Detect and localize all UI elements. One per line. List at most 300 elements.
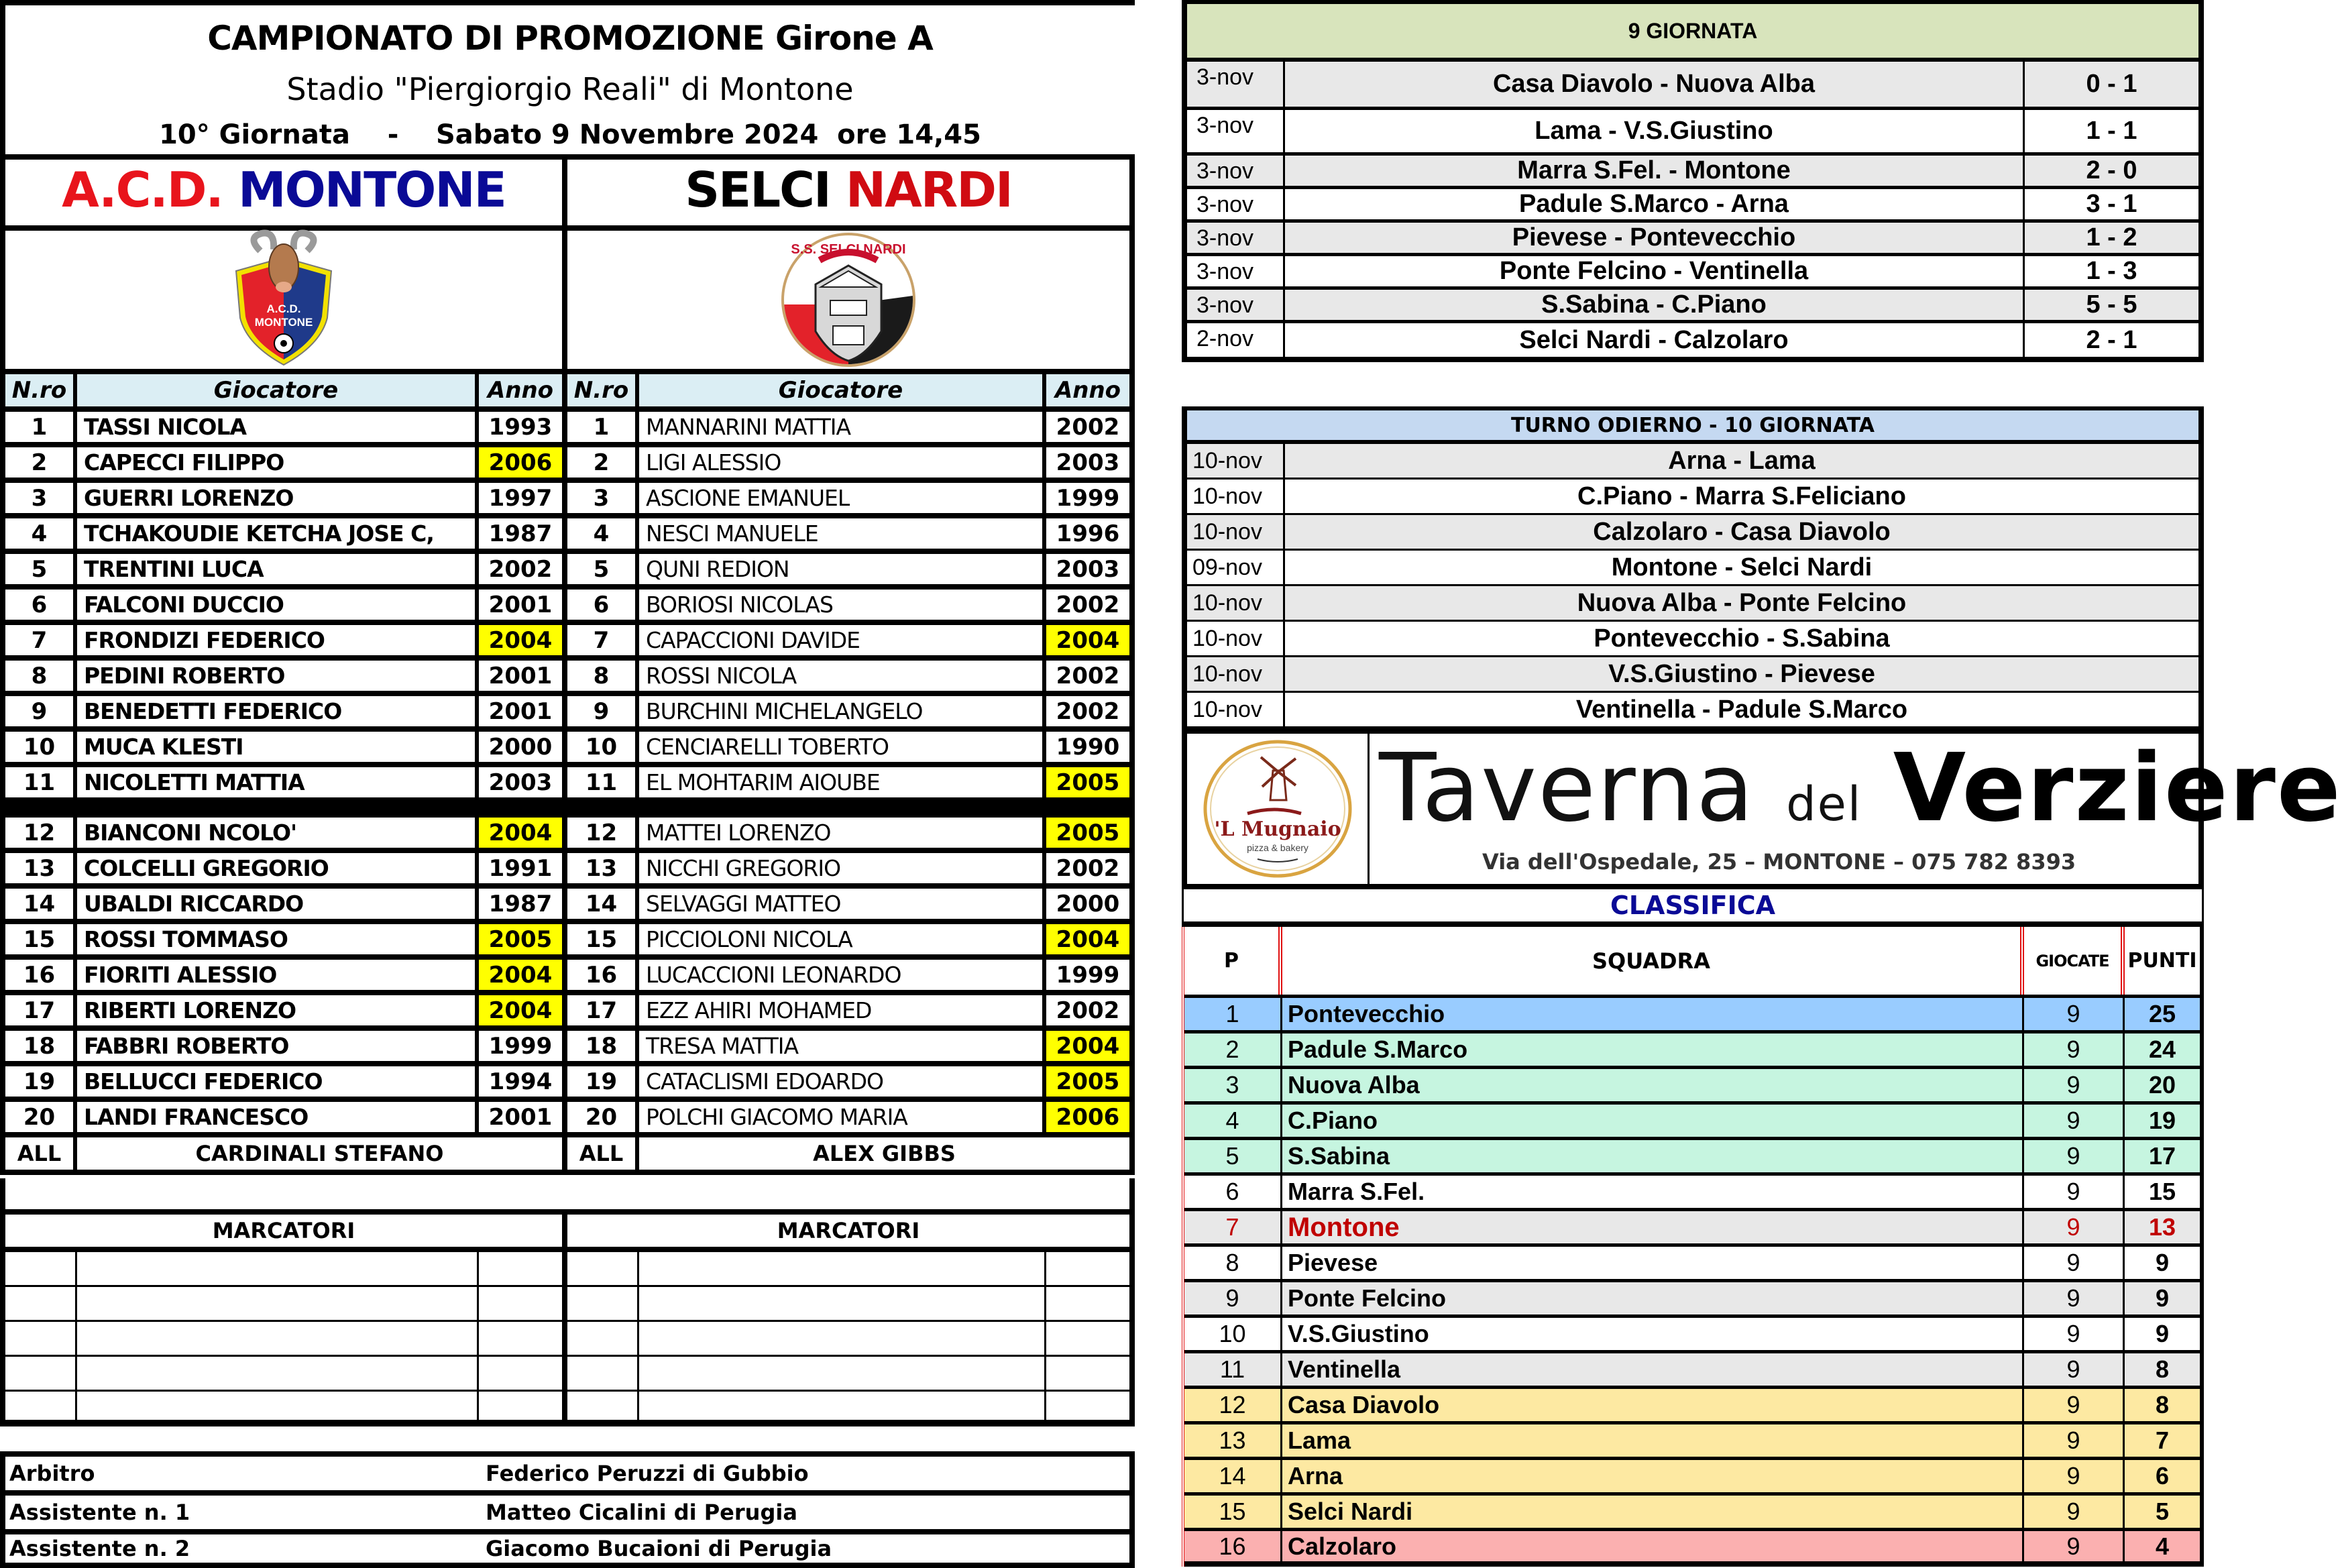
player-number: 5 [567,554,639,584]
games-played: 9 [2024,1353,2125,1386]
player-birth-year: 2001 [488,591,553,618]
player-number: 7 [5,625,77,655]
team-name: Nuova Alba [1282,1069,2024,1101]
previous-round-title: 9 GIORNATA [1187,4,2198,62]
home-team-main: MONTONE [237,162,506,218]
player-number: 9 [567,696,639,726]
match-score: 0 - 1 [2023,62,2198,107]
home-lineup [0,154,567,1175]
scorer-row[interactable] [567,1252,1135,1287]
player-row[interactable] [567,447,1135,483]
player-birth-year: 1987 [488,520,553,547]
sponsor-name-part1: Taverna [1379,734,1755,843]
col-player: Giocatore [639,374,1046,406]
standings-row[interactable] [1184,1069,2200,1105]
mugnaio-windmill-logo-icon [1201,738,1355,879]
player-name: FIORITI ALESSIO [77,960,479,990]
player-row[interactable] [567,853,1135,889]
games-played: 9 [2024,1460,2125,1492]
games-played: 9 [2024,1211,2125,1243]
player-row[interactable] [567,696,1135,732]
team-name: Arna [1282,1460,2024,1492]
standings-row[interactable] [1184,1176,2200,1211]
match-date-time: 10° Giornata - Sabato 9 Novembre 2024 ore 14,45 [159,119,981,150]
games-played: 9 [2024,1318,2125,1350]
team-position: 14 [1184,1460,1282,1492]
team-points: 9 [2155,1249,2170,1276]
player-number: 20 [567,1102,639,1132]
match-teams: Marra S.Fel. - Montone [1517,156,1791,184]
sponsor-name-part2: del [1786,777,1862,832]
player-number: 10 [5,732,77,762]
scorer-row[interactable] [567,1357,1135,1392]
match-date: 3-nov [1187,110,1285,152]
team-position: 16 [1184,1531,1282,1561]
player-birth-year: 2002 [1056,413,1120,441]
player-birth-year: 2001 [488,1103,553,1131]
player-row[interactable] [567,889,1135,924]
match-score: 1 - 2 [2023,223,2198,253]
standings-row[interactable] [1184,1424,2200,1460]
league-panel [1182,0,2342,1568]
player-number: 10 [567,732,639,762]
standings-row[interactable] [1184,1033,2200,1069]
player-number: 3 [5,483,77,513]
player-row[interactable] [0,995,567,1031]
player-birth-year: 2004 [1046,1031,1129,1061]
player-birth-year: 1993 [488,413,553,441]
match-date: 10-nov [1187,693,1285,726]
official-role: Arbitro [9,1461,95,1486]
player-birth-year: 2001 [488,662,553,689]
home-team-name [0,154,567,231]
games-played: 9 [2024,1176,2125,1208]
player-name: QUNI REDION [639,554,1046,584]
match-score: 2 - 1 [2023,323,2198,357]
player-number: 1 [5,412,77,442]
match-date: 2-nov [1187,323,1285,357]
team-position: 11 [1184,1353,1282,1386]
fixture-row[interactable] [1187,657,2198,693]
player-name: BENEDETTI FEDERICO [77,696,479,726]
player-number: 1 [567,412,639,442]
match-date: 10-nov [1187,657,1285,691]
games-played: 9 [2024,998,2125,1030]
scorer-row[interactable] [0,1357,567,1392]
player-birth-year: 1990 [1056,733,1120,761]
official-row [0,1451,1135,1490]
player-row[interactable] [567,412,1135,447]
team-name: Lama [1282,1424,2024,1457]
standings-row[interactable] [1184,1211,2200,1247]
scorer-row[interactable] [567,1322,1135,1357]
match-sheet-panel [0,0,1135,1568]
home-team-prefix: A.C.D. [62,162,223,218]
player-number: 2 [5,447,77,478]
standings-row[interactable] [1184,1460,2200,1496]
scorer-row[interactable] [567,1392,1135,1426]
standings-title: CLASSIFICA [1182,889,2204,927]
home-coach-row [0,1137,567,1175]
standings-row[interactable] [1184,1353,2200,1389]
player-name: TRESA MATTIA [639,1031,1046,1061]
match-teams: Selci Nardi - Calzolaro [1519,325,1789,354]
crest-text-line1: A.C.D. [266,302,301,315]
team-position: 12 [1184,1389,1282,1421]
scorer-row[interactable] [0,1322,567,1357]
player-number: 16 [567,960,639,990]
sponsor-logo-tagline: pizza & bakery [1246,842,1308,853]
player-row[interactable] [0,818,567,853]
col-num: N.ro [5,374,77,406]
scorer-row[interactable] [567,1287,1135,1322]
match-score: 1 - 1 [2023,110,2198,152]
player-birth-year: 2002 [1056,591,1120,618]
crest-text: S.S. SELCI NARDI [791,242,906,257]
match-teams: Pievese - Pontevecchio [1512,223,1796,251]
standings-row[interactable] [1184,1318,2200,1353]
player-number: 4 [5,518,77,549]
away-team-name [567,154,1135,231]
team-position: 9 [1184,1282,1282,1314]
home-coach-name: CARDINALI STEFANO [195,1141,444,1166]
player-row[interactable] [567,518,1135,554]
fixture-row[interactable] [1187,586,2198,622]
games-played: 9 [2024,1247,2125,1279]
player-number: 3 [567,483,639,513]
team-position: 2 [1184,1033,1282,1066]
player-row[interactable] [0,924,567,960]
fixture-row[interactable] [1187,551,2198,586]
team-points: 19 [2148,1107,2176,1134]
team-points: 17 [2148,1142,2176,1170]
standings-row[interactable] [1184,1105,2200,1140]
player-number: 4 [567,518,639,549]
player-row[interactable] [0,889,567,924]
match-date: 09-nov [1187,551,1285,584]
team-points: 5 [2155,1498,2170,1525]
match-teams: Arna - Lama [1668,446,1816,475]
player-name: CATACLISMI EDOARDO [639,1066,1046,1097]
player-birth-year: 2003 [488,769,553,796]
stadium-name: Stadio "Piergiorgio Reali" di Montone [286,71,854,107]
player-row[interactable] [0,554,567,590]
match-teams: Nuova Alba - Ponte Felcino [1577,588,1907,617]
away-starters [567,412,1135,803]
player-birth-year: 2004 [479,818,562,848]
player-row[interactable] [567,1031,1135,1066]
official-row [0,1529,1135,1568]
scorer-row[interactable] [0,1287,567,1322]
player-number: 17 [5,995,77,1025]
match-date: 3-nov [1187,189,1285,219]
team-points: 9 [2155,1320,2170,1347]
games-played: 9 [2024,1105,2125,1137]
team-position: 1 [1184,998,1282,1030]
player-name: NESCI MANUELE [639,518,1046,549]
player-birth-year: 2002 [1056,662,1120,689]
player-row[interactable] [0,767,567,803]
player-birth-year: 1994 [488,1068,553,1095]
player-row[interactable] [0,590,567,625]
team-points: 13 [2148,1213,2176,1241]
player-row[interactable] [567,767,1135,803]
crest-text-line2: MONTONE [254,316,313,329]
games-played: 9 [2024,1033,2125,1066]
player-row[interactable] [0,483,567,518]
match-score: 2 - 0 [2023,156,2198,186]
player-birth-year: 2002 [1056,997,1120,1024]
sponsor-name [1379,734,2342,843]
match-date: 10-nov [1187,515,1285,549]
team-name: Selci Nardi [1282,1496,2024,1528]
games-played: 9 [2024,1069,2125,1101]
team-name: S.Sabina [1282,1140,2024,1172]
player-row[interactable] [0,447,567,483]
standings-row[interactable] [1184,1496,2200,1531]
player-row[interactable] [567,554,1135,590]
official-name: Giacomo Bucaioni di Perugia [486,1536,832,1561]
fixture-row[interactable] [1187,480,2198,515]
standings [1182,889,2204,1567]
team-points: 8 [2155,1391,2170,1418]
player-row[interactable] [567,818,1135,853]
starters-subs-divider [567,803,1135,818]
player-birth-year: 2003 [1056,449,1120,476]
col-year: Anno [1054,377,1121,404]
player-row[interactable] [0,625,567,661]
player-row[interactable] [0,960,567,995]
player-row[interactable] [567,1102,1135,1137]
scorer-row[interactable] [0,1392,567,1426]
away-columns-header [567,374,1135,412]
player-row[interactable] [0,661,567,696]
standings-row[interactable] [1184,1389,2200,1424]
match-teams: Montone - Selci Nardi [1611,553,1873,581]
player-birth-year: 2005 [1046,818,1129,848]
team-name: Casa Diavolo [1282,1389,2024,1421]
player-name: RIBERTI LORENZO [77,995,479,1025]
games-played: 9 [2024,1389,2125,1421]
match-teams: C.Piano - Marra S.Feliciano [1577,482,1906,510]
player-birth-year: 2004 [479,995,562,1025]
coach-label: ALL [567,1137,639,1170]
player-number: 8 [5,661,77,691]
result-row[interactable] [1187,189,2198,223]
team-points: 24 [2148,1035,2176,1063]
games-played: 9 [2024,1496,2125,1528]
player-name: TCHAKOUDIE KETCHA JOSE C, [77,518,479,549]
player-number: 6 [567,590,639,620]
result-row[interactable] [1187,323,2198,357]
player-number: 19 [5,1066,77,1097]
player-row[interactable] [567,590,1135,625]
player-birth-year: 2005 [1046,767,1129,797]
team-name: Marra S.Fel. [1282,1176,2024,1208]
player-row[interactable] [0,518,567,554]
player-row[interactable] [0,853,567,889]
player-number: 13 [5,853,77,883]
col-team: SQUADRA [1282,927,2024,995]
home-scorers-header: MARCATORI [0,1215,567,1252]
standings-row[interactable] [1184,998,2200,1033]
player-name: GUERRI LORENZO [77,483,479,513]
fixture-row[interactable] [1187,693,2198,728]
away-team-main: NARDI [845,162,1012,218]
player-row[interactable] [567,960,1135,995]
player-birth-year: 2006 [479,447,562,478]
player-row[interactable] [567,661,1135,696]
player-birth-year: 2000 [488,733,553,761]
player-number: 7 [567,625,639,655]
sponsor-name-part3: Verziere [1893,734,2342,843]
player-name: ROSSI NICOLA [639,661,1046,691]
player-number: 14 [567,889,639,919]
player-name: FRONDIZI FEDERICO [77,625,479,655]
fixture-row[interactable] [1187,515,2198,551]
sponsor-logo-cell [1187,734,1370,884]
result-row[interactable] [1187,156,2198,189]
match-officials [0,1451,1135,1568]
player-name: TRENTINI LUCA [77,554,479,584]
scorer-row[interactable] [0,1252,567,1287]
result-row[interactable] [1187,290,2198,323]
player-name: CAPECCI FILIPPO [77,447,479,478]
col-player: Giocatore [77,374,479,406]
player-row[interactable] [0,696,567,732]
match-teams: Casa Diavolo - Nuova Alba [1492,70,1816,98]
team-name: Pontevecchio [1282,998,2024,1030]
player-name: BIANCONI NCOLO' [77,818,479,848]
team-name: Padule S.Marco [1282,1033,2024,1066]
player-name: ROSSI TOMMASO [77,924,479,954]
results-list [1187,62,2198,357]
away-scorers [567,1215,1135,1426]
player-row[interactable] [567,483,1135,518]
player-row[interactable] [0,1031,567,1066]
standings-row[interactable] [1184,1247,2200,1282]
result-row[interactable] [1187,110,2198,156]
home-scorers [0,1215,567,1426]
away-scorers-header: MARCATORI [567,1215,1135,1252]
match-date: 10-nov [1187,586,1285,620]
player-birth-year: 2004 [479,625,562,655]
home-subs [0,818,567,1137]
away-lineup [567,154,1135,1175]
player-name: TASSI NICOLA [77,412,479,442]
montone-crest-icon [227,231,341,369]
player-row[interactable] [0,412,567,447]
result-row[interactable] [1187,223,2198,256]
player-birth-year: 2000 [1056,890,1120,917]
player-name: MATTEI LORENZO [639,818,1046,848]
games-played: 9 [2024,1424,2125,1457]
col-year: Anno [487,377,554,404]
player-name: EL MOHTARIM AIOUBE [639,767,1046,797]
title-block [0,0,1135,160]
player-row[interactable] [567,995,1135,1031]
player-number: 8 [567,661,639,691]
player-birth-year: 1996 [1056,520,1120,547]
match-date: 10-nov [1187,622,1285,655]
player-row[interactable] [0,1102,567,1137]
player-row[interactable] [567,625,1135,661]
player-birth-year: 2002 [488,555,553,583]
match-date: 3-nov [1187,256,1285,286]
fixture-row[interactable] [1187,622,2198,657]
player-birth-year: 1999 [1056,484,1120,512]
player-number: 12 [567,818,639,848]
player-name: FALCONI DUCCIO [77,590,479,620]
fixture-row[interactable] [1187,444,2198,480]
player-name: LIGI ALESSIO [639,447,1046,478]
player-number: 13 [567,853,639,883]
official-row [0,1490,1135,1529]
sponsor-address: Via dell'Ospedale, 25 – MONTONE – 075 782 8393 [1482,849,2076,875]
official-name: Matteo Cicalini di Perugia [486,1500,797,1525]
player-name: MANNARINI MATTIA [639,412,1046,442]
player-birth-year: 2005 [479,924,562,954]
games-played: 9 [2024,1282,2125,1314]
player-number: 9 [5,696,77,726]
player-number: 17 [567,995,639,1025]
standings-table [1182,927,2204,1567]
player-name: BELLUCCI FEDERICO [77,1066,479,1097]
official-role: Assistente n. 1 [9,1500,190,1525]
player-name: BURCHINI MICHELANGELO [639,696,1046,726]
standings-header [1184,927,2200,998]
championship-title: CAMPIONATO DI PROMOZIONE Girone A [207,19,933,58]
team-name: Montone [1282,1211,2024,1243]
match-teams: Ventinella - Padule S.Marco [1575,695,1908,724]
player-number: 15 [5,924,77,954]
match-date: 10-nov [1187,444,1285,478]
starters-subs-divider [0,803,567,818]
player-name: NICOLETTI MATTIA [77,767,479,797]
result-row[interactable] [1187,256,2198,290]
standings-row[interactable] [1184,1140,2200,1176]
match-date: 3-nov [1187,62,1285,107]
match-teams: Pontevecchio - S.Sabina [1594,624,1890,653]
player-number: 16 [5,960,77,990]
team-position: 15 [1184,1496,1282,1528]
team-name: Ventinella [1282,1353,2024,1386]
result-row[interactable] [1187,62,2198,110]
team-points: 20 [2148,1071,2176,1099]
player-row[interactable] [567,924,1135,960]
player-number: 20 [5,1102,77,1132]
player-row[interactable] [567,732,1135,767]
player-birth-year: 1991 [488,854,553,882]
player-row[interactable] [567,1066,1135,1102]
player-name: POLCHI GIACOMO MARIA [639,1102,1046,1132]
sponsor-text [1370,734,2342,884]
fixtures-list [1187,444,2198,728]
team-position: 6 [1184,1176,1282,1208]
player-row[interactable] [0,732,567,767]
team-points: 15 [2148,1178,2176,1205]
standings-row[interactable] [1184,1531,2200,1567]
player-row[interactable] [0,1066,567,1102]
player-birth-year: 2001 [488,697,553,725]
player-name: SELVAGGI MATTEO [639,889,1046,919]
player-name: PEDINI ROBERTO [77,661,479,691]
standings-row[interactable] [1184,1282,2200,1318]
player-number: 11 [567,767,639,797]
player-name: CAPACCIONI DAVIDE [639,625,1046,655]
sponsor-banner[interactable] [1182,728,2342,889]
player-name: UBALDI RICCARDO [77,889,479,919]
